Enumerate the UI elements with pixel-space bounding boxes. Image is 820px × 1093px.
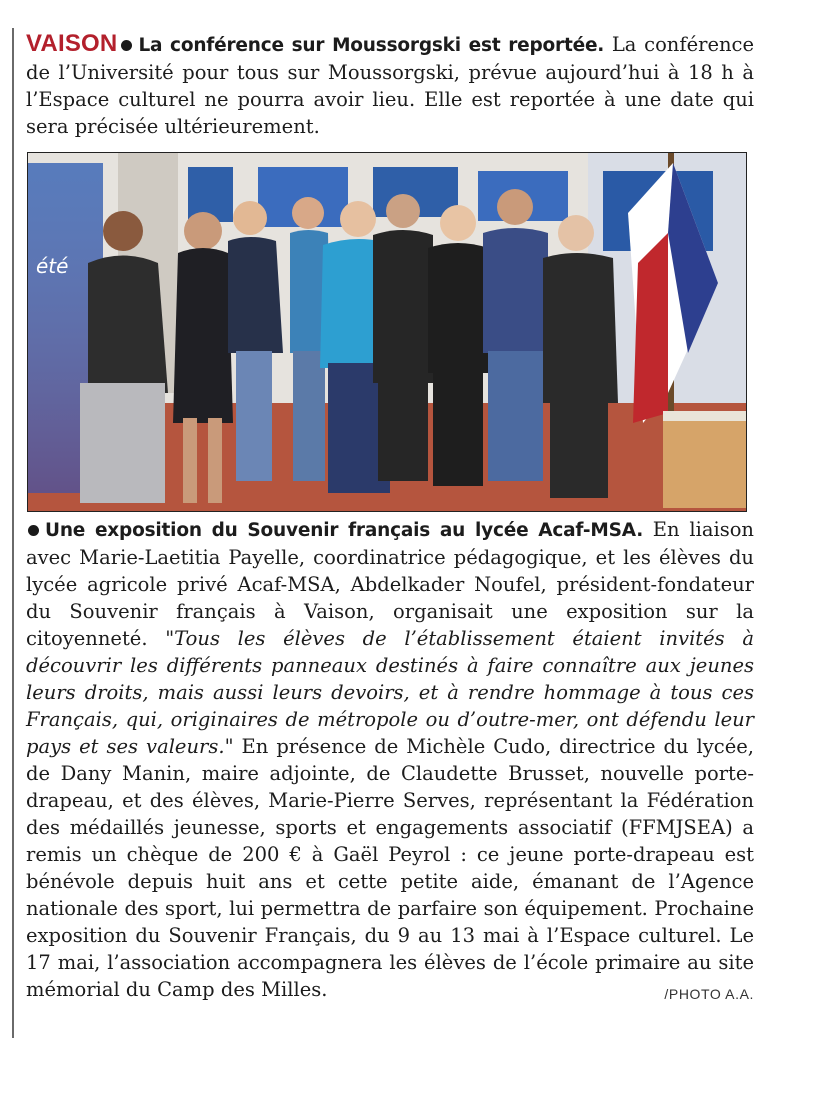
bullet-icon [121, 40, 132, 51]
body-exposition-start: En liaison avec Marie-Laetitia Payelle, coordinatrice pédagogique, et les élèves du lycée agricole privé Acaf-MSA, Abdelkader Noufel, président-fondateur du Souvenir français à Vaison, organisait une exposition sur la citoyenneté. " [26, 518, 754, 650]
column-rule [12, 28, 14, 1038]
headline-exposition: Une exposition du Souvenir français au lycée Acaf-MSA. [45, 520, 644, 541]
location-tag: VAISON [26, 30, 118, 57]
bullet-icon [28, 525, 39, 536]
quote-exposition: Tous les élèves de l’établissement étaient invités à découvrir les différents panneaux destinés à faire connaître aux jeunes leurs droits, mais aussi leurs devoirs, et à rendre hommage à tous ces Français, qui, originaires de métropole ou d’outre-mer, ont défendu leur pays et ses valeurs. [26, 627, 754, 758]
svg-text:été: été [36, 254, 69, 278]
photo-credit: /PHOTO A.A. [664, 986, 754, 1002]
body-exposition-end: " En présence de Michèle Cudo, directrice du lycée, de Dany Manin, maire adjointe, de Claudette Brusset, nouvelle porte-drapeau, et des élèves, Marie-Pierre Serves, représentant la Fédération des médaillés jeunesse, sports et engagements associatif (FFMJSEA) a remis un chèque de 200 € à Gaël Peyrol : ce jeune porte-drapeau est bénévole depuis huit ans et cette petite aide, émanant de l’Agence nationale des sport, lui permettra de parfaire son équipement. Prochaine exposition du Souvenir Français, du 9 au 13 mai à l’Espace culturel. Le 17 mai, l’association accompagnera les élèves de l’école primaire au site mémorial du Camp des Milles. [26, 735, 754, 1001]
group-photo-illustration [28, 153, 746, 511]
group-photo [27, 152, 747, 512]
article-exposition [26, 516, 754, 1008]
headline-conference: La conférence sur Moussorgski est reportée. [138, 35, 605, 56]
article-brief-conference [26, 30, 754, 140]
body-conference: La conférence de l’Université pour tous sur Moussorgski, prévue aujourd’hui à 18 h à l’Espace culturel ne pourra avoir lieu. Elle est reportée à une date qui sera précisée ultérieurement. [26, 33, 755, 138]
